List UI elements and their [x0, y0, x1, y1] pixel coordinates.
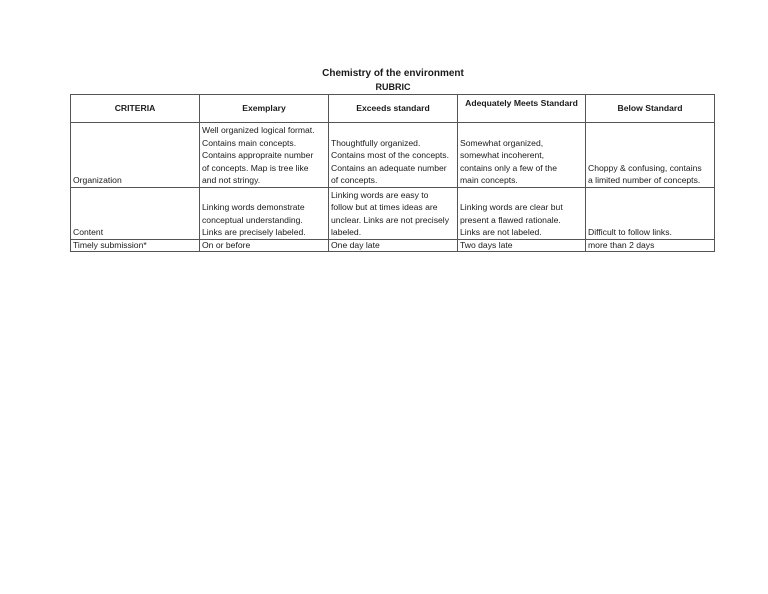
document-title: Chemistry of the environment	[322, 68, 464, 79]
exceeds-text: Linking words are easy to follow but at times ideas are unclear. Links are not precisely labeled.	[331, 189, 449, 238]
header-below-standard: Below Standard	[586, 95, 715, 123]
below-text: Choppy & confusing, contains a limited number of concepts.	[588, 162, 702, 186]
rubric-body	[71, 123, 715, 252]
table-row-content	[71, 188, 715, 240]
criteria-label: Timely submission*	[73, 240, 147, 250]
header-adequately-meets-standard: Adequately Meets Standard	[458, 95, 586, 123]
exemplary-cell	[200, 188, 329, 240]
header-exemplary: Exemplary	[200, 95, 329, 123]
exceeds-text: Thoughtfully organized. Contains most of the concepts. Contains an adequate number of concepts.	[331, 137, 449, 186]
criteria-cell	[71, 188, 200, 240]
exceeds-cell	[329, 188, 458, 240]
adequate-cell	[458, 240, 586, 252]
exceeds-text: One day late	[331, 240, 380, 250]
criteria-label: Content	[73, 227, 104, 238]
header-exceeds-standard: Exceeds standard	[329, 95, 458, 123]
exemplary-text: Well organized logical format. Contains main concepts. Contains appropraite number of concepts. Map is tree like and not stringy.	[202, 125, 315, 186]
adequate-text: Two days late	[460, 240, 513, 250]
adequate-cell	[458, 123, 586, 188]
below-text: more than 2 days	[588, 240, 655, 250]
adequate-cell	[458, 188, 586, 240]
exceeds-cell	[329, 123, 458, 188]
exemplary-text: Linking words demonstrate conceptual understanding. Links are precisely labeled.	[202, 202, 306, 238]
exemplary-cell	[200, 123, 329, 188]
adequate-text: Linking words are clear but present a flawed rationale. Links are not labeled.	[460, 202, 563, 238]
below-cell	[586, 188, 715, 240]
exemplary-cell	[200, 240, 329, 252]
rubric-table	[70, 94, 715, 252]
adequate-text: Somewhat organized, somewhat incoherent, contains only a few of the main concepts.	[460, 137, 557, 186]
criteria-cell	[71, 123, 200, 188]
table-row-organization	[71, 123, 715, 188]
table-row-timely-submission	[71, 240, 715, 252]
header-row	[71, 95, 715, 123]
criteria-label: Organization	[73, 175, 122, 186]
below-text: Difficult to follow links.	[588, 227, 672, 238]
exceeds-cell	[329, 240, 458, 252]
below-cell	[586, 240, 715, 252]
exemplary-text: On or before	[202, 240, 251, 250]
criteria-cell	[71, 240, 200, 252]
document-subtitle: RUBRIC	[375, 82, 411, 92]
rubric-header	[71, 95, 715, 123]
below-cell	[586, 123, 715, 188]
header-criteria: CRITERIA	[71, 95, 200, 123]
